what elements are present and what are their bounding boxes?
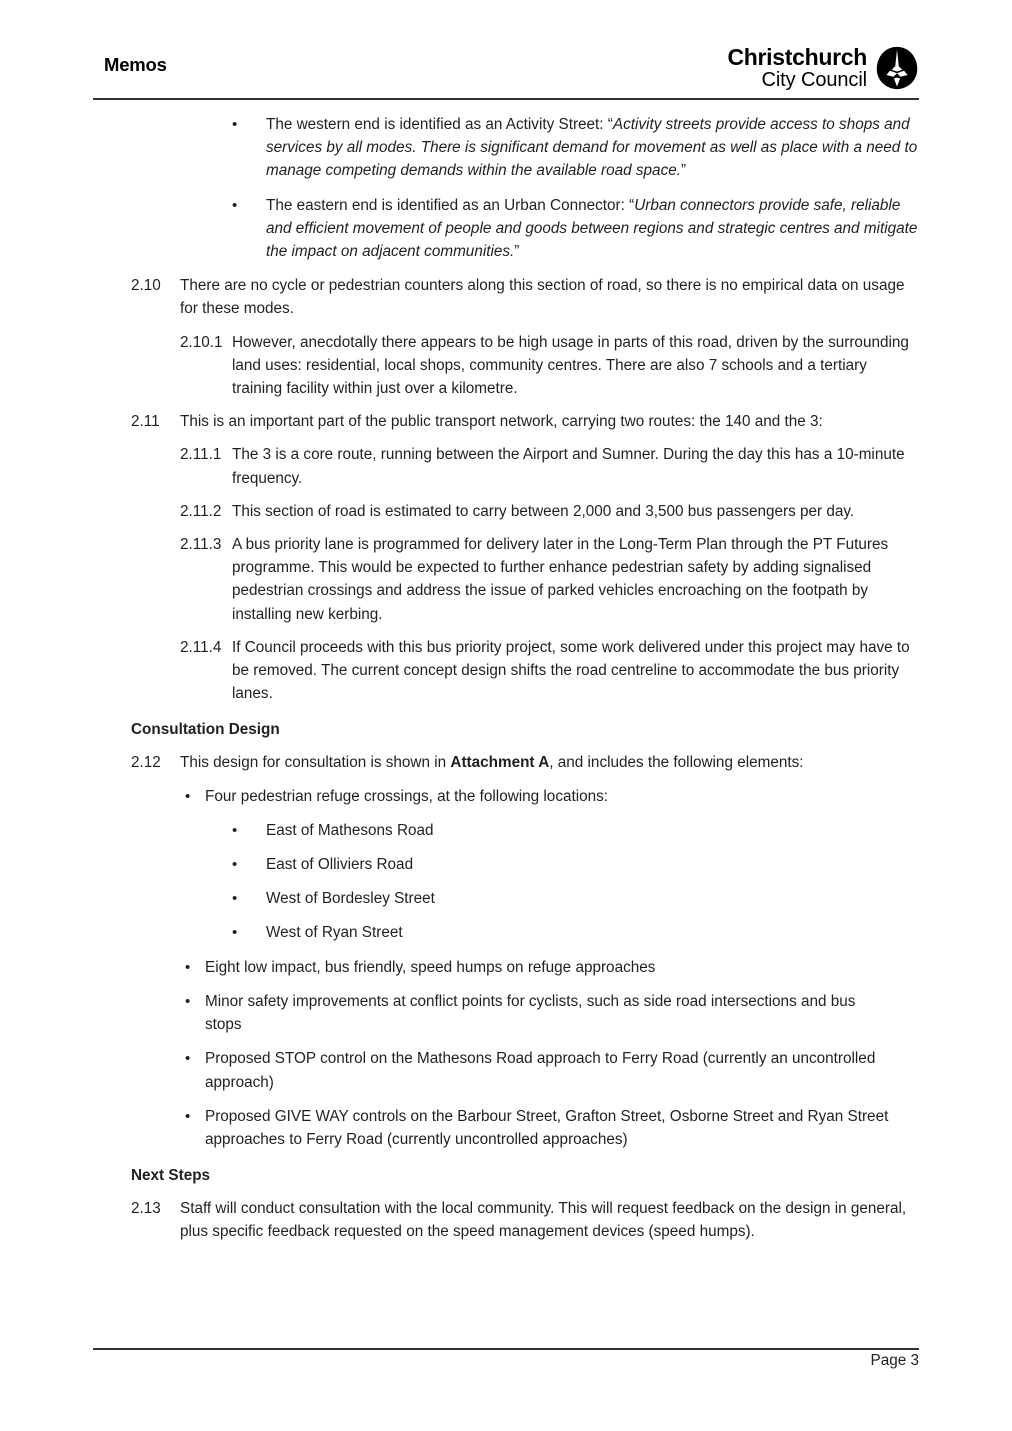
list-item-text: West of Bordesley Street [266,890,435,908]
bullet-glyph-icon: • [232,890,238,908]
paragraph-2-11-1 [0,443,1012,489]
bullet-tail-text: ” [514,243,520,261]
logo-line-christchurch: Christchurch [727,44,867,70]
bullet-lead-text: The western end is identified as an Activity Street: “ [266,116,613,133]
list-item [0,194,1012,264]
paragraph-number: 2.12 [131,754,161,772]
paragraph-number: 2.10.1 [180,333,223,351]
bullet-glyph-icon: • [232,196,238,214]
list-item-text: Proposed STOP control on the Mathesons Road approach to Ferry Road (currently an uncontrolled approach) [205,1050,876,1091]
paragraph-number: 2.11.2 [180,502,222,520]
list-item-text [266,113,920,183]
bullet-tail-text: ” [680,162,687,180]
paragraph-number: 2.11.1 [180,446,222,464]
bullet-glyph-icon: • [185,787,191,805]
paragraph-text: A bus priority lane is programmed for delivery later in the Long-Term Plan through the PT Futures programme. This would be expected to further enhance pedestrian safety by adding signalised pedestrian crossings and address the issue of parked vehicles encroaching on the footpath by installing new kerbing. [232,536,889,623]
header-divider [93,98,919,100]
paragraph-2-11-3 [0,533,1012,626]
bullet-glyph-icon: • [185,1050,191,1068]
logo-line-city-council: City Council [761,69,867,91]
list-item-text: Four pedestrian refuge crossings, at the following locations: [205,787,609,805]
paragraph-2-11-2 [0,500,1012,523]
paragraph-text [180,751,920,774]
bullet-quote-text: Activity streets provide access to shops and services by all modes. There is significant demand for movement as well as place with a need to manage competing demands within the available road space. [266,116,918,180]
list-item [0,921,1012,944]
list-item-text: Eight low impact, bus friendly, speed humps on refuge approaches [205,958,656,976]
bullet-glyph-icon: • [185,1107,191,1125]
paragraph-text-after: , and includes the following elements: [549,754,804,772]
heading-consultation-design: Consultation Design [131,721,280,739]
page-number: Page 3 [870,1352,919,1369]
paragraph-text: However, anecdotally there appears to be high usage in parts of this road, driven by the surrounding land uses: residential, local shops, community centres. There are also 7 schools and a tertiary training facility within just over a kilometre. [232,333,909,398]
paragraph-2-11-4 [0,636,1012,706]
paragraph-number: 2.11 [131,413,160,431]
paragraph-number: 2.11.4 [180,638,222,656]
attachment-reference: Attachment A [450,754,550,772]
paragraph-text-before: This design for consultation is shown in [180,754,451,772]
list-item [0,113,1012,183]
bullet-quote-text: Urban connectors provide safe, reliable and efficient movement of people and goods between regions and strategic centres and mitigate the impact on adjacent communities. [266,196,918,261]
footer-divider [93,1348,919,1350]
list-item [0,853,1012,876]
paragraph-2-13 [0,1197,1012,1243]
bullet-glyph-icon: • [185,958,191,976]
christchurch-city-council-logo [727,46,919,90]
list-item-text: East of Olliviers Road [266,856,414,874]
document-body [0,113,1012,1254]
bullet-glyph-icon: • [232,116,238,133]
page-header [93,46,919,100]
paragraph-text: This section of road is estimated to carry between 2,000 and 3,500 bus passengers per day. [232,502,855,520]
list-item [0,887,1012,910]
paragraph-text: The 3 is a core route, running between the Airport and Sumner. During the day this has a 10-minute frequency. [232,446,905,487]
paragraph-text: Staff will conduct consultation with the local community. This will request feedback on the design in general, plus specific feedback requested on the speed management devices (speed humps). [180,1200,907,1241]
list-item-text: Minor safety improvements at conflict points for cyclists, such as side road intersections and bus stops [205,992,856,1034]
logo-wordmark [727,46,867,90]
list-item [0,990,1012,1036]
paragraph-2-10-1 [0,331,1012,401]
list-item [0,1047,1012,1093]
list-item-text: Proposed GIVE WAY controls on the Barbour Street, Grafton Street, Osborne Street and Ryan Street approaches to Ferry Road (currently uncontrolled approaches) [205,1107,889,1148]
list-item-text: West of Ryan Street [266,924,403,942]
bullet-glyph-icon: • [185,992,191,1010]
bullet-glyph-icon: • [232,924,238,942]
list-item [0,819,1012,842]
list-item [0,785,1012,808]
list-item-text [266,194,920,264]
paragraph-2-11 [0,410,1012,433]
paragraph-number: 2.10 [131,277,161,295]
paragraph-number: 2.13 [131,1200,161,1218]
bullet-glyph-icon: • [232,821,238,839]
paragraph-text: If Council proceeds with this bus priority project, some work delivered under this project may have to be removed. The current concept design shifts the road centreline to accommodate the bus priority lanes. [232,638,910,703]
list-item-text: East of Mathesons Road [266,821,434,839]
paragraph-2-10 [0,274,1012,320]
page-title: Memos [104,54,167,75]
paragraph-text: This is an important part of the public transport network, carrying two routes: the 140 and the 3: [180,413,823,431]
list-item [0,956,1012,979]
council-crest-icon [875,46,919,90]
paragraph-text: There are no cycle or pedestrian counters along this section of road, so there is no empirical data on usage for these modes. [180,277,905,318]
paragraph-2-12 [0,751,1012,774]
list-item [0,1105,1012,1151]
bullet-glyph-icon: • [232,856,238,874]
paragraph-number: 2.11.3 [180,536,222,554]
heading-next-steps: Next Steps [131,1167,211,1185]
bullet-lead-text: The eastern end is identified as an Urban Connector: “ [266,196,635,214]
